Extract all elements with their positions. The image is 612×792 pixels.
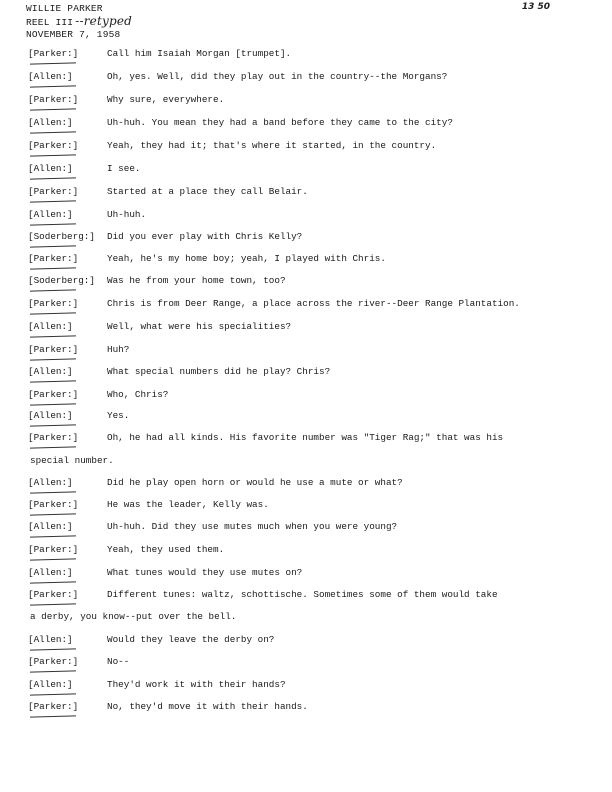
utterance-text: Did he play open horn or would he use a mute or what? — [107, 477, 403, 488]
handwritten-annotation: --retyped — [75, 14, 133, 28]
utterance-text: Yes. — [107, 410, 130, 421]
speaker-label: [Parker:] — [28, 140, 79, 151]
utterance-text: Well, what were his specialities? — [107, 321, 292, 332]
header-name: WILLIE PARKER — [26, 3, 103, 14]
utterance-text: No-- — [107, 656, 130, 667]
speaker-label: [Parker:] — [28, 253, 79, 264]
utterance-text: Was he from your home town, too? — [107, 275, 286, 286]
speaker-label: [Allen:] — [28, 209, 73, 220]
header-reel-label: REEL III — [26, 17, 74, 28]
speaker-label: [Parker:] — [28, 94, 79, 105]
utterance-text: Uh-huh. — [107, 209, 147, 220]
speaker-label: [Allen:] — [28, 321, 73, 332]
header-reel — [26, 15, 132, 29]
speaker-label: [Parker:] — [28, 432, 79, 443]
utterance-text: He was the leader, Kelly was. — [107, 499, 269, 510]
utterance-text: Chris is from Deer Range, a place across the river--Deer Range Plantation. — [107, 298, 520, 309]
speaker-label: [Parker:] — [28, 701, 79, 712]
speaker-label: [Soderberg:] — [28, 275, 95, 286]
utterance-text: Started at a place they call Belair. — [107, 186, 308, 197]
speaker-label: [Allen:] — [28, 521, 73, 532]
speaker-label: [Parker:] — [28, 499, 79, 510]
utterance-text: Would they leave the derby on? — [107, 634, 275, 645]
header-date: NOVEMBER 7, 1958 — [26, 29, 121, 40]
utterance-text: No, they'd move it with their hands. — [107, 701, 308, 712]
utterance-text: Who, Chris? — [107, 389, 169, 400]
utterance-text: What tunes would they use mutes on? — [107, 567, 303, 578]
speaker-label: [Parker:] — [28, 344, 79, 355]
utterance-text: Why sure, everywhere. — [107, 94, 225, 105]
utterance-text: Call him Isaiah Morgan [trumpet]. — [107, 48, 292, 59]
utterance-text: They'd work it with their hands? — [107, 679, 286, 690]
speaker-label: [Allen:] — [28, 163, 73, 174]
utterance-text: Yeah, they had it; that's where it started, in the country. — [107, 140, 437, 151]
speaker-label: [Allen:] — [28, 477, 73, 488]
speaker-label: [Parker:] — [28, 589, 79, 600]
utterance-text: Oh, he had all kinds. His favorite number was "Tiger Rag;" that was his — [107, 432, 504, 443]
speaker-label: [Allen:] — [28, 410, 73, 421]
speaker-label: [Parker:] — [28, 186, 79, 197]
utterance-text: What special numbers did he play? Chris? — [107, 366, 331, 377]
speaker-label: [Parker:] — [28, 298, 79, 309]
utterance-text: Oh, yes. Well, did they play out in the country--the Morgans? — [107, 71, 448, 82]
utterance-continuation: a derby, you know--put over the bell. — [30, 611, 237, 622]
utterance-text: Uh-huh. You mean they had a band before they came to the city? — [107, 117, 453, 128]
speaker-label: [Allen:] — [28, 679, 73, 690]
utterance-continuation: special number. — [30, 455, 114, 466]
speaker-label: [Parker:] — [28, 48, 79, 59]
utterance-text: Huh? — [107, 344, 130, 355]
speaker-label: [Allen:] — [28, 366, 73, 377]
speaker-label: [Allen:] — [28, 71, 73, 82]
speaker-label: [Soderberg:] — [28, 231, 95, 242]
utterance-text: Yeah, he's my home boy; yeah, I played with Chris. — [107, 253, 386, 264]
utterance-text: Yeah, they used them. — [107, 544, 225, 555]
utterance-text: I see. — [107, 163, 141, 174]
utterance-text: Different tunes: waltz, schottische. Sometimes some of them would take — [107, 589, 498, 600]
speaker-label: [Parker:] — [28, 656, 79, 667]
page-number: 13 50 — [521, 2, 550, 12]
speaker-label: [Parker:] — [28, 389, 79, 400]
speaker-label: [Allen:] — [28, 634, 73, 645]
speaker-label: [Parker:] — [28, 544, 79, 555]
document-header — [26, 3, 132, 41]
speaker-label: [Allen:] — [28, 567, 73, 578]
utterance-text: Did you ever play with Chris Kelly? — [107, 231, 303, 242]
speaker-label: [Allen:] — [28, 117, 73, 128]
utterance-text: Uh-huh. Did they use mutes much when you were young? — [107, 521, 398, 532]
